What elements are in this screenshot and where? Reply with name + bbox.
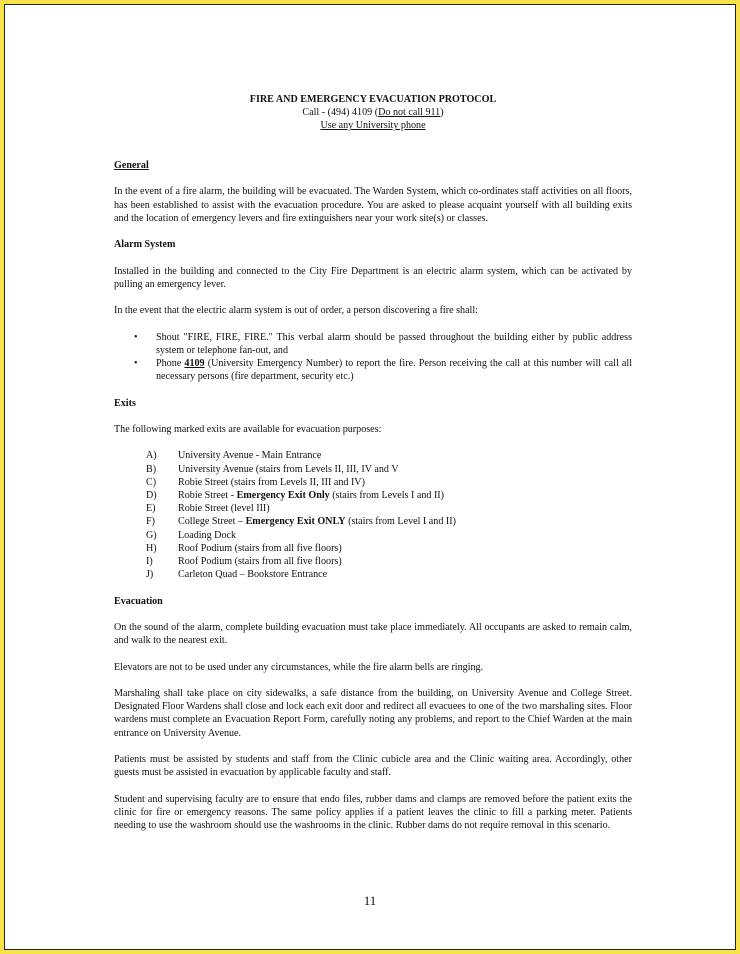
alarm-paragraph-2: In the event that the electric alarm system is out of order, a person discovering a fire shall:	[114, 305, 478, 317]
exits-intro: The following marked exits are available for evacuation purposes:	[114, 423, 382, 435]
exit-text-post: (stairs from Level I and II)	[345, 516, 456, 528]
exit-item	[146, 502, 632, 515]
exit-item	[146, 515, 632, 528]
evacuation-paragraph-1: On the sound of the alarm, complete building evacuation must take place immediately. All occupants are asked to remain calm, and walk to the nearest exit.	[114, 621, 632, 647]
document-header	[114, 93, 632, 133]
exit-item	[146, 568, 632, 581]
exit-letter: C)	[146, 476, 157, 488]
call-prefix: Call - (494) 4109 (	[302, 107, 379, 119]
document-body	[114, 93, 632, 832]
emergency-number: 4109	[184, 357, 205, 369]
exit-item	[146, 529, 632, 542]
exit-text: Robie Street (level III)	[178, 503, 270, 515]
exit-text: University Avenue (stairs from Levels II, III, IV and V	[178, 463, 399, 475]
evacuation-paragraph-4: Patients must be assisted by students and staff from the Clinic cubicle area and the Clinic waiting area. Accordingly, other guests must be assisted in evacuation by applicable faculty and staff.	[114, 753, 632, 779]
exit-item	[146, 463, 632, 476]
alarm-heading: Alarm System	[114, 239, 176, 251]
exit-letter: F)	[146, 516, 155, 528]
exit-text: College Street –	[178, 516, 246, 528]
exit-item	[146, 542, 632, 555]
exit-text-post: (stairs from Levels I and II)	[329, 489, 445, 501]
call-line	[114, 106, 632, 119]
exit-letter: D)	[146, 489, 157, 501]
bullet-text-prefix: Phone	[156, 357, 185, 369]
exit-item	[146, 489, 632, 502]
bullet-text: Shout "FIRE, FIRE, FIRE." This verbal alarm should be passed throughout the building either by public address system or telephone fan-out, and	[156, 331, 632, 356]
evacuation-paragraph-2: Elevators are not to be used under any circumstances, while the fire alarm bells are ringing.	[114, 661, 484, 673]
exit-item	[146, 449, 632, 462]
bullet-text-suffix: (University Emergency Number) to report the fire. Person receiving the call at this number will call all necessary persons (fire department, security etc.)	[156, 357, 633, 383]
exit-text: Carleton Quad – Bookstore Entrance	[178, 569, 328, 581]
exit-text: Roof Podium (stairs from all five floors)	[178, 555, 342, 567]
document-title: FIRE AND EMERGENCY EVACUATION PROTOCOL	[249, 94, 497, 105]
exit-text: Roof Podium (stairs from all five floors)	[178, 542, 342, 554]
exits-heading: Exits	[114, 397, 136, 409]
exit-letter: E)	[146, 503, 156, 515]
exits-list	[114, 449, 632, 581]
exit-text: Loading Dock	[178, 529, 237, 541]
general-paragraph: In the event of a fire alarm, the building will be evacuated. The Warden System, which co-ordinates staff activities on all floors, has been established to assist with the evacuation procedure. You are asked to please acquaint yourself with all building exits and the location of emergency levers and fire extinguishers near your work site(s) or classes.	[114, 186, 632, 224]
general-heading: General	[114, 159, 149, 171]
exit-letter: G)	[146, 529, 157, 541]
exit-letter: I)	[146, 555, 153, 567]
evacuation-paragraph-3: Marshaling shall take place on city sidewalks, a safe distance from the building, on University Avenue and College Street. Designated Floor Wardens shall close and lock each exit door and redirect all evacuees to one of the two marshaling sites. Floor wardens must complete an Evacuation Report Form, carefully noting any problems, and report to the Chief Warden at the main entrance on University Avenue.	[114, 687, 632, 739]
use-phone-note: Use any University phone	[320, 120, 426, 132]
call-suffix: )	[440, 107, 444, 119]
exit-letter: B)	[146, 463, 157, 475]
exit-text: University Avenue - Main Entrance	[178, 450, 322, 462]
exit-letter: A)	[146, 450, 157, 462]
alarm-bullet-list	[114, 331, 632, 384]
exit-bold: Emergency Exit ONLY	[245, 516, 346, 528]
bullet-item	[134, 357, 633, 383]
exit-letter: J)	[146, 569, 154, 581]
exit-bold: Emergency Exit Only	[236, 489, 330, 501]
exit-letter: H)	[146, 542, 157, 554]
alarm-paragraph-1: Installed in the building and connected to the City Fire Department is an electric alarm system, which can be activated by pulling an emergency lever.	[114, 265, 632, 290]
bullet-glyph: •	[134, 331, 138, 343]
page-number: 11	[363, 893, 377, 908]
document-page	[4, 4, 736, 950]
bullet-item	[134, 331, 632, 357]
exit-text: Robie Street -	[178, 489, 237, 501]
exit-item	[146, 476, 632, 489]
evacuation-heading: Evacuation	[114, 595, 163, 607]
bullet-glyph: •	[134, 357, 138, 369]
exit-text: Robie Street (stairs from Levels II, III and IV)	[178, 476, 365, 488]
do-not-call-note: Do not call 911	[378, 107, 441, 119]
exit-item	[146, 555, 632, 568]
evacuation-paragraph-5: Student and supervising faculty are to ensure that endo files, rubber dams and clamps are removed before the patient exits the clinic for fire or emergency reasons. The same policy applies if a patient leaves the clinic to fill a parking meter. Patients needing to use the washroom should use the washrooms in the clinic. Rubber dams do not require removal in this scenario.	[114, 793, 632, 831]
